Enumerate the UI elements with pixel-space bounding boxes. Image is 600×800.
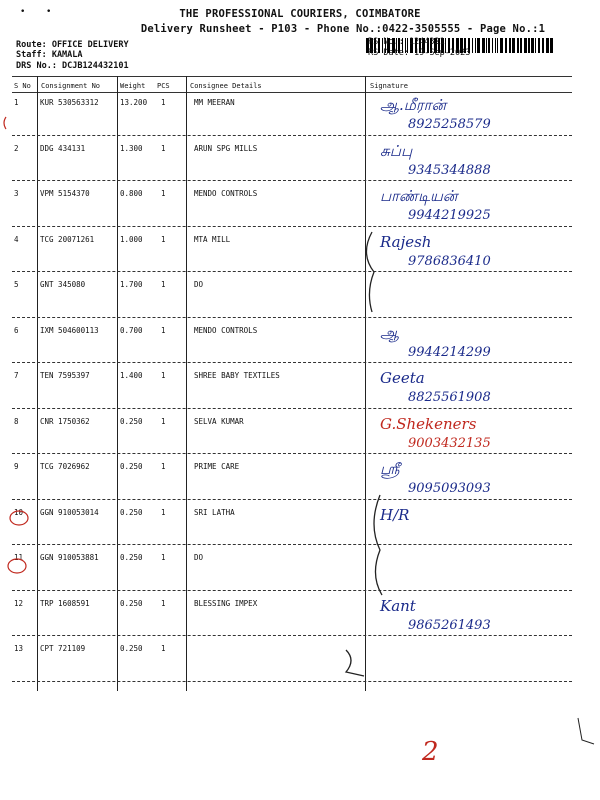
row-consignment-no: KUR 530563312 <box>40 98 99 107</box>
row-consignee: BLESSING IMPEX <box>194 598 258 608</box>
signature-name: சுப்பு <box>380 141 413 160</box>
signature-phone: 9944219925 <box>408 208 491 223</box>
barcode-bar <box>505 38 507 53</box>
row-pcs: 1 <box>161 507 166 517</box>
row-sno: 1 <box>14 98 19 107</box>
signature-phone: 9345344888 <box>408 162 491 178</box>
row-separator <box>12 408 572 409</box>
route-label: Route: OFFICE DELIVERY <box>16 40 129 50</box>
row-separator <box>12 271 572 272</box>
row-sno: 12 <box>14 598 24 608</box>
signature-name: H/R <box>380 505 410 524</box>
row-separator <box>12 499 572 500</box>
corner-mark <box>578 718 594 744</box>
signature-phone: 9003432135 <box>408 435 491 451</box>
row-weight: 0.250 <box>120 462 143 471</box>
brace-mark <box>346 650 364 676</box>
col-header-consignee: Consignee Details <box>190 82 262 90</box>
col-header-weight: Weight <box>120 82 146 90</box>
drs-number: DRS No.: DCJB124432101 <box>16 61 129 71</box>
barcode-bar <box>538 38 540 53</box>
row-weight: 1.400 <box>120 371 143 380</box>
small-mark-icon: • <box>46 7 52 17</box>
row-sno: 6 <box>14 325 19 335</box>
barcode-bar <box>528 38 530 53</box>
row-consignee: MTA MILL <box>194 234 231 244</box>
col-header-pcs: PCS <box>157 82 170 90</box>
barcode-bar <box>517 38 519 53</box>
row-separator <box>12 226 572 227</box>
signature-name: ஆ <box>380 323 399 342</box>
signature-name: Rajesh <box>380 232 432 251</box>
row-consignee: ARUN SPG MILLS <box>194 143 258 153</box>
row-weight: 1.700 <box>120 280 143 289</box>
column-divider <box>186 76 187 691</box>
row-consignment-no: VPM 5154370 <box>40 189 90 198</box>
row-consignment-no: TRP 1608591 <box>40 598 90 608</box>
rs-number: RS No.: 1244321 <box>368 37 445 47</box>
col-header-signature: Signature <box>370 82 408 90</box>
barcode-bar <box>492 38 493 53</box>
staff-label: Staff: KAMALA <box>16 50 83 60</box>
signature-phone: 8825561908 <box>408 390 491 405</box>
row-pcs: 1 <box>161 598 166 608</box>
signature-name: ஸ்ரீ <box>380 460 400 478</box>
row-sno: 4 <box>14 234 19 244</box>
row-pcs: 1 <box>161 280 166 289</box>
barcode-bar <box>512 38 515 53</box>
row-pcs: 1 <box>161 325 166 335</box>
row-weight: 0.250 <box>120 598 143 608</box>
row-sno: 5 <box>14 280 19 289</box>
signature-name: ஆ.மீரான் <box>380 96 446 114</box>
runsheet-title: Delivery Runsheet - P103 - Phone No.:0422-3505555 - Page No.:1 <box>140 23 546 35</box>
row-weight: 0.250 <box>120 553 143 562</box>
row-consignment-no: IXM 504600113 <box>40 325 99 335</box>
row-consignment-no: GGN 910053881 <box>40 553 99 562</box>
row-consignment-no: DDG 434131 <box>40 143 86 153</box>
row-separator <box>12 544 572 545</box>
row-consignment-no: CNR 1750362 <box>40 416 90 426</box>
small-mark-icon: • <box>20 7 26 17</box>
row-pcs: 1 <box>161 234 166 244</box>
row-consignment-no: GGN 910053014 <box>40 507 99 517</box>
barcode-bar <box>477 38 480 53</box>
row-consignee: SHREE BABY TEXTILES <box>194 371 280 380</box>
row-separator <box>12 180 572 181</box>
col-header-consignment: Consignment No <box>41 82 101 90</box>
barcode-bar <box>535 38 536 53</box>
row-consignee: SELVA KUMAR <box>194 416 244 426</box>
row-consignment-no: TEN 7595397 <box>40 371 90 380</box>
row-consignment-no: CPT 721109 <box>40 644 86 653</box>
row-consignment-no: GNT 345080 <box>40 280 86 289</box>
row-separator <box>12 362 572 363</box>
signature-name: பாண்டியன் <box>380 187 458 205</box>
barcode-bar <box>550 38 553 53</box>
signature-phone: 9786836410 <box>408 253 491 269</box>
row-sno: 9 <box>14 462 19 471</box>
row-pcs: 1 <box>161 371 166 380</box>
row-weight: 0.700 <box>120 325 143 335</box>
signature-phone: 9944214299 <box>408 344 491 360</box>
row-separator <box>12 453 572 454</box>
row-sno: 3 <box>14 189 19 198</box>
row-consignee: MENDO CONTROLS <box>194 325 258 335</box>
barcode-bar <box>486 38 487 53</box>
row-consignee: PRIME CARE <box>194 462 240 471</box>
row-weight: 0.250 <box>120 507 143 517</box>
barcode-bar <box>475 38 476 53</box>
row-separator <box>12 635 572 636</box>
row-sno: 8 <box>14 416 19 426</box>
row-consignee: DO <box>194 280 204 289</box>
col-header-sno: S No <box>14 82 31 90</box>
signature-phone: 9865261493 <box>408 617 491 633</box>
signature-name: Geeta <box>380 369 425 387</box>
table-header-rule <box>12 92 572 93</box>
barcode-bar <box>497 38 498 53</box>
row-weight: 1.000 <box>120 234 143 244</box>
row-pcs: 1 <box>161 189 166 198</box>
red-bracket-mark <box>4 117 6 129</box>
row-sno: 10 <box>14 507 24 517</box>
barcode-bar <box>495 38 496 53</box>
column-divider <box>37 76 38 691</box>
barcode-bar <box>488 38 490 53</box>
row-sno: 13 <box>14 644 24 653</box>
row-pcs: 1 <box>161 98 166 107</box>
row-separator <box>12 681 572 682</box>
row-separator <box>12 317 572 318</box>
signature-phone: 9095093093 <box>408 481 491 496</box>
barcode-bar <box>482 38 485 53</box>
row-pcs: 1 <box>161 553 166 562</box>
barcode-bar <box>509 38 511 53</box>
row-separator <box>12 135 572 136</box>
barcode-bar <box>524 38 527 53</box>
row-weight: 13.200 <box>120 98 148 107</box>
barcode-bar <box>520 38 522 53</box>
barcode-bar <box>546 38 549 53</box>
row-sno: 7 <box>14 371 19 380</box>
column-divider <box>117 76 118 691</box>
row-sno: 11 <box>14 553 24 562</box>
barcode-bar <box>500 38 503 53</box>
signature-name: G.Shekeners <box>380 414 477 433</box>
row-weight: 1.300 <box>120 143 143 153</box>
row-pcs: 1 <box>161 416 166 426</box>
row-consignee: MENDO CONTROLS <box>194 189 258 198</box>
table-top-rule <box>12 76 572 77</box>
row-weight: 0.800 <box>120 189 143 198</box>
barcode-bar <box>472 38 473 53</box>
row-consignment-no: TCG 20071261 <box>40 234 95 244</box>
barcode-bar <box>531 38 534 53</box>
company-title: THE PROFESSIONAL COURIERS, COIMBATORE <box>179 8 421 20</box>
rs-date: RS Date: 19-Sep-2023 <box>368 48 471 58</box>
signature-name: Kant <box>380 596 416 615</box>
signature-phone: 8925258579 <box>408 117 491 132</box>
row-weight: 0.250 <box>120 644 143 653</box>
barcode-bar <box>542 38 544 53</box>
row-separator <box>12 590 572 591</box>
page-mark: 2 <box>422 737 439 767</box>
row-weight: 0.250 <box>120 416 143 426</box>
row-consignee: DO <box>194 553 204 562</box>
row-pcs: 1 <box>161 462 166 471</box>
row-sno: 2 <box>14 143 19 153</box>
row-consignee: SRI LATHA <box>194 507 235 517</box>
row-pcs: 1 <box>161 143 166 153</box>
row-pcs: 1 <box>161 644 166 653</box>
row-consignment-no: TCG 7026962 <box>40 462 90 471</box>
row-consignee: MM MEERAN <box>194 98 235 107</box>
